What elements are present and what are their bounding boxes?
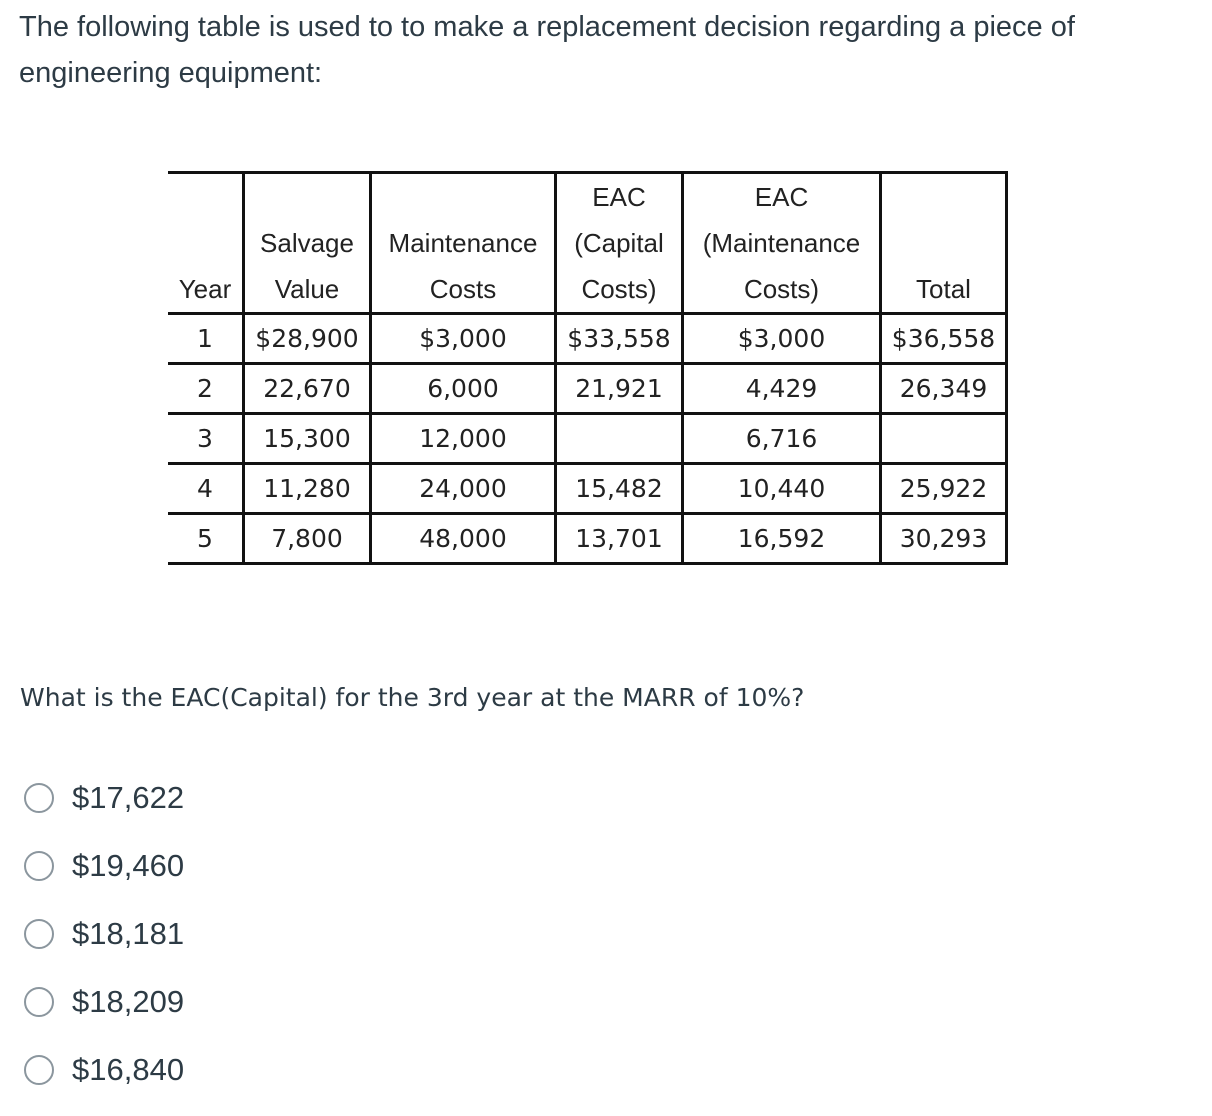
header-line: Salvage bbox=[260, 228, 354, 258]
cell-salvage-value: 22,670 bbox=[244, 364, 371, 414]
radio-button[interactable] bbox=[24, 987, 54, 1017]
cell-total: $36,558 bbox=[881, 314, 1007, 364]
cell-maintenance-costs: 48,000 bbox=[371, 514, 556, 564]
cell-year: 1 bbox=[168, 314, 244, 364]
cell-eac-maintenance: 6,716 bbox=[683, 414, 881, 464]
question-intro: The following table is used to to make a replacement decision regarding a piece of engineering equipment: bbox=[19, 11, 1075, 89]
header-line: Total bbox=[916, 274, 971, 304]
table-row bbox=[168, 314, 1007, 364]
cell-eac-capital: 21,921 bbox=[556, 364, 683, 414]
header-maintenance-costs bbox=[371, 173, 556, 314]
answer-option[interactable] bbox=[24, 968, 184, 1036]
header-line: (Capital bbox=[574, 228, 664, 258]
cell-year: 2 bbox=[168, 364, 244, 414]
header-eac-maintenance bbox=[683, 173, 881, 314]
cell-total: 30,293 bbox=[881, 514, 1007, 564]
cell-eac-maintenance: 16,592 bbox=[683, 514, 881, 564]
answer-option-label[interactable]: $17,622 bbox=[72, 780, 185, 815]
answer-option[interactable] bbox=[24, 900, 184, 968]
header-line: Maintenance bbox=[388, 228, 538, 258]
cell-maintenance-costs: 24,000 bbox=[371, 464, 556, 514]
cell-year: 4 bbox=[168, 464, 244, 514]
cell-maintenance-costs: 6,000 bbox=[371, 364, 556, 414]
radio-button[interactable] bbox=[24, 783, 54, 813]
cell-year: 5 bbox=[168, 514, 244, 564]
cell-salvage-value: 7,800 bbox=[244, 514, 371, 564]
cell-eac-capital bbox=[556, 414, 683, 464]
cell-total bbox=[881, 414, 1007, 464]
answer-option[interactable] bbox=[24, 1036, 184, 1104]
header-eac-capital bbox=[556, 173, 683, 314]
header-line: Costs) bbox=[743, 274, 820, 304]
header-total bbox=[881, 173, 1007, 314]
radio-button[interactable] bbox=[24, 1055, 54, 1085]
cell-eac-capital: 15,482 bbox=[556, 464, 683, 514]
cell-eac-capital: 13,701 bbox=[556, 514, 683, 564]
answer-option[interactable] bbox=[24, 764, 184, 832]
header-line: EAC bbox=[754, 182, 809, 212]
question-text: What is the EAC(Capital) for the 3rd year at the MARR of 10%? bbox=[20, 683, 805, 712]
table-row bbox=[168, 364, 1007, 414]
header-line: Year bbox=[178, 274, 232, 304]
cell-year: 3 bbox=[168, 414, 244, 464]
equipment-table bbox=[168, 171, 1008, 565]
radio-button[interactable] bbox=[24, 851, 54, 881]
cell-maintenance-costs: 12,000 bbox=[371, 414, 556, 464]
equipment-table-container bbox=[168, 171, 1008, 565]
table-row bbox=[168, 414, 1007, 464]
answer-option-label[interactable]: $19,460 bbox=[72, 848, 185, 883]
cell-eac-maintenance: 10,440 bbox=[683, 464, 881, 514]
header-line: (Maintenance bbox=[702, 228, 861, 258]
answer-option-label[interactable]: $16,840 bbox=[72, 1052, 185, 1087]
header-line: EAC bbox=[592, 182, 646, 212]
radio-button[interactable] bbox=[24, 919, 54, 949]
header-year bbox=[168, 173, 244, 314]
cell-maintenance-costs: $3,000 bbox=[371, 314, 556, 364]
table-header-row bbox=[168, 173, 1007, 314]
cell-salvage-value: 11,280 bbox=[244, 464, 371, 514]
cell-salvage-value: $28,900 bbox=[244, 314, 371, 364]
answer-option-label[interactable]: $18,181 bbox=[72, 916, 185, 951]
table-row bbox=[168, 464, 1007, 514]
cell-total: 26,349 bbox=[881, 364, 1007, 414]
header-salvage-value bbox=[244, 173, 371, 314]
cell-eac-maintenance: 4,429 bbox=[683, 364, 881, 414]
header-line: Costs bbox=[429, 274, 497, 304]
cell-eac-capital: $33,558 bbox=[556, 314, 683, 364]
table-row bbox=[168, 514, 1007, 564]
cell-eac-maintenance: $3,000 bbox=[683, 314, 881, 364]
cell-total: 25,922 bbox=[881, 464, 1007, 514]
answer-options bbox=[24, 764, 184, 1104]
answer-option[interactable] bbox=[24, 832, 184, 900]
header-line: Costs) bbox=[581, 274, 657, 304]
cell-salvage-value: 15,300 bbox=[244, 414, 371, 464]
answer-option-label[interactable]: $18,209 bbox=[72, 984, 185, 1019]
header-line: Value bbox=[274, 274, 340, 304]
